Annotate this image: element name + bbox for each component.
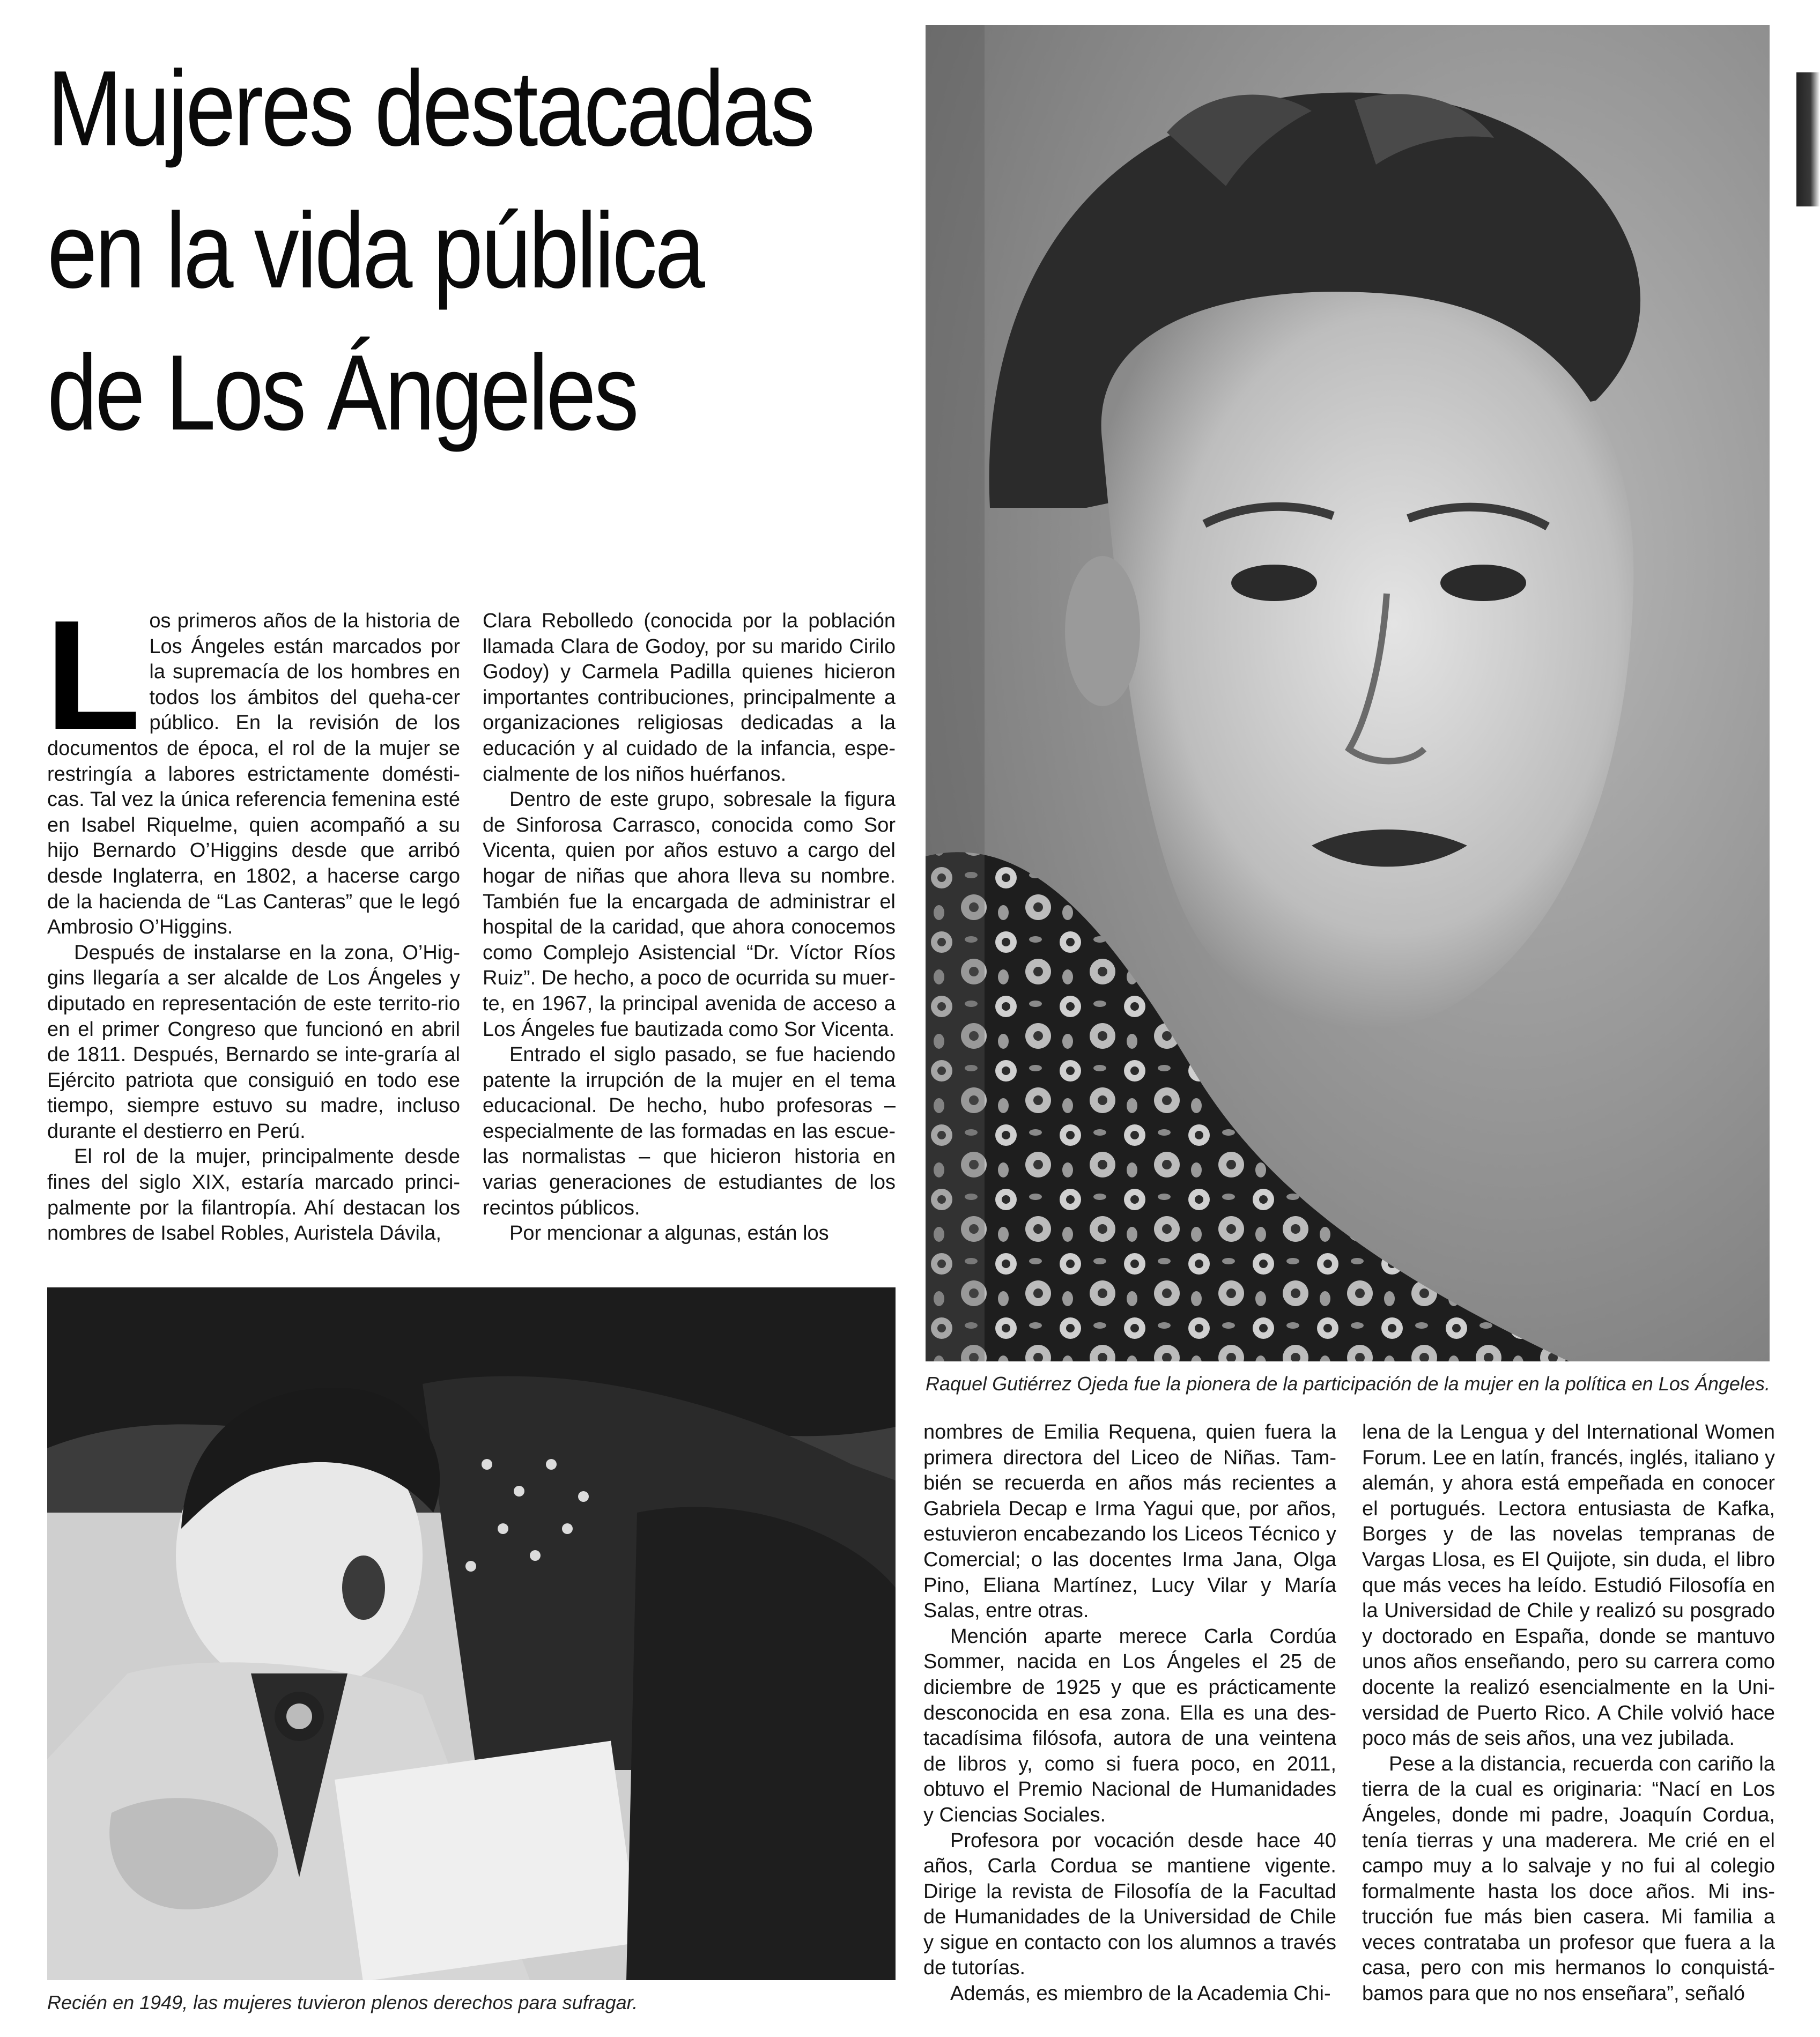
column-2-paragraph-4: Por mencionar a algunas, están los	[509, 1222, 829, 1245]
portrait-photo	[926, 25, 1770, 1361]
column-3-paragraph-3: Profesora por vocación desde hace 40 años, Carla Cordua se mantiene vigente. Dirige la revista de Filosofía de la Facultad de Humanidades de la Universidad de Chile y sigue en contacto con los alumnos a través de tutorías.	[923, 1829, 1336, 1980]
headline	[47, 38, 813, 464]
column-1-paragraph-1: os primeros años de la historia de Los Ángeles están marcados por la supremacía de los hombres en todos los ámbitos del queha-cer público. En la revisión de los documentos de época, el rol de la mujer se restringía a labores estrictamente domésti-cas. Tal vez la única referencia femenina esté en Isabel Riquelme, quien acompañó a su hijo Bernardo O’Higgins desde que arribó desde Inglaterra, en 1802, a hacerse cargo de la hacienda de “Las Canteras” que le legó Ambrosio O’Higgins.	[47, 610, 460, 939]
column-2	[483, 609, 896, 1247]
column-4-paragraph-1: lena de la Lengua y del International Women Forum. Lee en latín, francés, inglés, italiano y alemán, y ahora está empeñada en conocer el portugués. Lectora entusiasta de Kafka, Borges y de las novelas tempranas de Vargas Llosa, es El Quijote, sin duda, el libro que más veces ha leído. Estudió Filosofía en la Universidad de Chile y realizó su posgrado y doctorado en España, donde se mantuvo unos años enseñando, pero su carrera como docente la realizó esencialmente en la Uni-versidad de Puerto Rico. A Chile volvió hace poco más de seis años, una vez jubilada.	[1362, 1421, 1775, 1750]
voting-illustration	[47, 1287, 896, 1980]
column-2-paragraph-1: Clara Rebolledo (conocida por la población llamada Clara de Godoy, por su marido Cirilo Godoy) y Carmela Padilla quienes hicieron importantes contribuciones, principalmente a organizaciones religiosas dedicadas a la educación y al cuidado de la infancia, espe-cialmente de los niños huérfanos.	[483, 610, 896, 786]
drop-cap: L	[45, 588, 141, 762]
column-2-paragraph-2: Dentro de este grupo, sobresale la figura de Sinforosa Carrasco, conocida como Sor Vicenta, quien por años estuvo a cargo del hogar de niñas que ahora lleva su nombre. También fue la encargada de administrar el hospital de la caridad, que ahora conocemos como Complejo Asistencial “Dr. Víctor Ríos Ruiz”. De hecho, a poco de ocurrida su muer-te, en 1967, la principal avenida de acceso a Los Ángeles fue bautizada como Sor Vicenta.	[483, 788, 896, 1041]
adjacent-page-photo-fragment	[1796, 72, 1820, 206]
headline-line-3: de Los Ángeles	[47, 333, 637, 453]
column-3-paragraph-1: nombres de Emilia Requena, quien fuera la primera directora del Liceo de Niñas. Tam-bién se recuerda en años más recientes a Gabriela Decap e Irma Yagui que, por años, estuvieron encabezando los Liceos Técnico y Comercial; o las docentes Irma Jana, Olga Pino, Eliana Martínez, Lucy Vilar y María Salas, entre otras.	[923, 1421, 1336, 1623]
column-3-paragraph-2: Mención aparte merece Carla Cordúa Sommer, nacida en Los Ángeles el 25 de diciembre de 1925 y que es prácticamente desconocida en esa zona. Ella es una des-tacadísima filósofa, autora de una veintena de libros y, como si fuera poco, en 2011, obtuvo el Premio Nacional de Humanidades y Ciencias Sociales.	[923, 1625, 1336, 1826]
column-4-paragraph-2: Pese a la distancia, recuerda con cariño la tierra de la cual es originaria: “Nací en Los Ángeles, donde mi padre, Joaquín Cordua, tenía tierras y una maderera. Me crié en el campo muy a lo salvaje y no fui al colegio formalmente hasta los doce años. Mi ins-trucción fue más bien casera. Mi familia a veces contrataba un profesor que fuera a la casa, pero con mis hermanos lo conquistá-bamos para que no nos enseñara”, señaló	[1362, 1752, 1775, 2005]
portrait-illustration	[926, 25, 1770, 1361]
voting-caption: Recién en 1949, las mujeres tuvieron plenos derechos para sufragar.	[47, 1991, 638, 2013]
voting-photo	[47, 1287, 896, 1980]
portrait-caption: Raquel Gutiérrez Ojeda fue la pionera de la participación de la mujer en la política en Los Ángeles.	[926, 1373, 1770, 1395]
headline-line-2: en la vida pública	[47, 191, 703, 310]
column-3-paragraph-4: Además, es miembro de la Academia Chi-	[950, 1982, 1331, 2005]
column-4	[1362, 1420, 1775, 2007]
column-1-paragraph-2: Después de instalarse en la zona, O’Hig-gins llegaría a ser alcalde de Los Ángeles y diputado en representación de este territo-rio en el primer Congreso que funcionó en abril de 1811. Después, Bernardo se inte-graría al Ejército patriota que consiguió en todo ese tiempo, siempre estuvo su madre, incluso durante el destierro en Perú.	[47, 941, 460, 1143]
column-2-paragraph-3: Entrado el siglo pasado, se fue haciendo patente la irrupción de la mujer en el tema educacional. De hecho, hubo profesoras – especialmente de las formadas en las escue-las normalistas – que hicieron historia en varias generaciones de estudiantes de los recintos públicos.	[483, 1043, 896, 1219]
column-3	[923, 1420, 1336, 2007]
headline-line-1: Mujeres destacadas	[47, 49, 813, 168]
column-1-paragraph-3: El rol de la mujer, principalmente desde fines del siglo XIX, estaría marcado princi-palmente por la filantropía. Ahí destacan los nombres de Isabel Robles, Auristela Dávila,	[47, 1145, 460, 1245]
column-1	[45, 588, 460, 1247]
